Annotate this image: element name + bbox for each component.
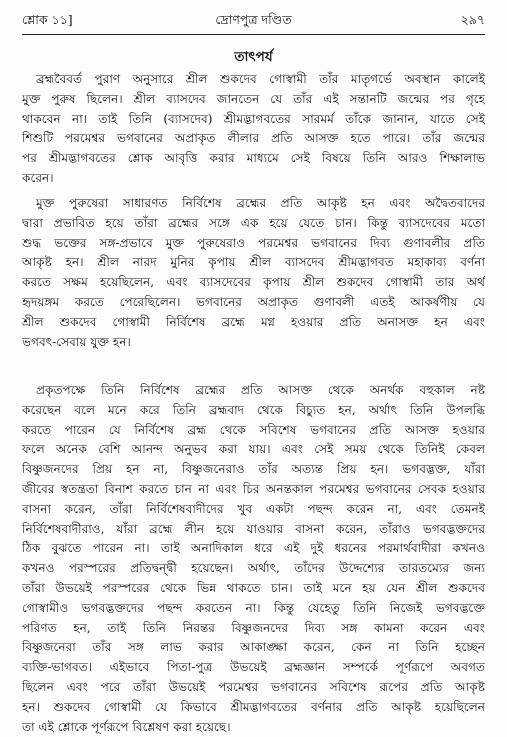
text-line: প্রকৃতপক্ষে তিনি নির্বিশেষ ব্রহ্মের প্রতি আসক্ত থেকে অনর্থক বহুকাল নষ্ট (36, 383, 485, 397)
text-line: ছিলেন এবং পরে তাঁরা উভয়েই পরমেশ্বর ভগবানের সবিশেষ রূপের প্রতি আকৃষ্ট (22, 679, 485, 694)
text-line: তাঁরা উভয়েই পরস্পরের থেকে ভিন্ন থাকতে চান। তাই মনে হয় যেন শ্রীল শুকদেব (22, 580, 485, 595)
text-line: মুক্ত পুরুষেরা সাধারণত নির্বিশেষ ব্রহ্মের প্রতি আকৃষ্ট হন এবং অদ্বৈতবাদের (36, 196, 485, 210)
text-line: পরিণত হন, তাই তিনি নিরন্তর বিষ্ণুজনদের দিব্য সঙ্গ কামনা করেন এবং (22, 620, 485, 635)
text-line: ফলে অনেক বেশি আনন্দ অনুভব করা যায়। এবং সেই সময় থেকে তিনিই কেবল (22, 442, 485, 457)
text-line: বিষ্ণুজনদের প্রিয় হন না, বিষ্ণুজনেরাও তাঁর অত্যন্ত প্রিয় হন। ভগবদ্ভক্ত, যাঁরা (22, 462, 485, 477)
text-line: শুদ্ধ ভক্তের সঙ্গ-প্রভাবে মুক্ত পুরুষেরাও পরমেশ্বর ভগবানের দিব্য গুণাবলীর প্রতি (22, 235, 485, 250)
text-line: দ্বারা প্রভাবিত হয়ে তাঁরা ব্রহ্মের সঙ্গে এক হয়ে যেতে চান। কিন্তু ব্যাসদেবের মতো (22, 215, 485, 230)
text-line: করতে পারেন যে নির্বিশেষ ব্রহ্ম থেকে সবিশেষ ভগবানের প্রতি আসক্ত হওয়ার (22, 422, 485, 437)
paragraph (22, 194, 485, 352)
text-line: ব্রহ্মবৈবর্ত পুরাণ অনুসারে শ্রীল শুকদেব গোস্বামী তাঁর মাতৃগর্ভে অবস্থান কালেই (36, 72, 485, 86)
purport-body (22, 70, 485, 734)
text-line: হৃদয়ঙ্গম করতে পেরেছিলেন। ভগবানের অপ্রাকৃত গুণাবলী এতই আকর্ষণীয় যে (22, 294, 485, 309)
text-line: মুক্ত পুরুষ ছিলেন। শ্রীল ব্যাসদেব জানতেন যে তাঁর এই সন্তানটি জন্মের পর গৃহে (22, 91, 485, 106)
text-line: করেছেন বলে মনে করে তিনি ব্রহ্মবাদ থেকে বিচ্যুত হন, অর্থাৎ তিনি উপলব্ধি (22, 402, 485, 417)
paragraph (22, 70, 485, 189)
text-line: শ্রীল শুকদেব গোস্বামী নির্বিশেষ ব্রহ্মে মগ্ন হওয়ার প্রতি অনাসক্ত হন এবং (22, 314, 485, 329)
text-line: ঠিক বুঝতে পারেন না। তাই অনাদিকাল ধরে এই দুই ধরনের পরমার্থবাদীরা কখনও (22, 541, 485, 556)
section-heading: তাৎপর্য (234, 49, 273, 65)
text-line: গোস্বামীও ভগবদ্ভক্তদের পছন্দ করতেন না। কিন্তু যেহেতু তিনি নিজেই ভগবদ্ভক্তে (22, 600, 485, 615)
text-line: করেন। (22, 170, 54, 185)
text-line: ব্যক্তি-ভাগবত। এইভাবে পিতা-পুত্র উভয়েই ব্রহ্মজ্ঞান সম্পর্কে পূর্ণরূপে অবগত (22, 660, 485, 675)
text-line: আকৃষ্ট হন। শ্রীল নারদ মুনির কৃপায় শ্রীল ব্যাসদেব শ্রীমদ্ভাগবত মহাকাব্য বর্ণনা (22, 255, 485, 270)
text-line: হন। শুকদেব গোস্বামী যে কিভাবে শ্রীমদ্ভাগবতের বর্ণনার প্রতি আকৃষ্ট হয়েছিলেন (22, 699, 485, 714)
page-header (22, 12, 485, 34)
text-line: ভগবৎ-সেবায় যুক্ত হন। (22, 334, 131, 349)
text-line: বাসনা করেন, তাঁরা নির্বিশেষবাদীদের খুব একটা পছন্দ করেন না, এবং তেমনই (22, 501, 485, 516)
chapter-title: দ্রোণপুত্র দণ্ডিত (215, 12, 292, 27)
text-line: করতে সক্ষম হয়েছিলেন, এবং ব্যাসদেবের কৃপায় শ্রীল শুকদেব গোস্বামী তার অর্থ (22, 275, 485, 290)
verse-reference: শ্লোক ১১] (22, 12, 73, 27)
text-line: শিশুটি পরমেশ্বর ভগবানের অপ্রাকৃত লীলার প্রতি আসক্ত হতে পারে। তাঁর জন্মের (22, 131, 485, 146)
paragraph (22, 381, 485, 737)
text-line: কখনও পরস্পরের প্রতিদ্বন্দ্বী হয়েছেন। অর্থাৎ, তাঁদের উদ্দেশ্যের তারতম্যের জন্য (22, 561, 485, 576)
text-line: জীবের স্বতন্ত্রতা বিনাশ করতে চান না এবং চির অনন্তকাল পরমেশ্বর ভগবানের সেবক হওয়ার (22, 481, 485, 496)
text-line: নির্বিশেষবাদীরাও, যাঁরা ব্রহ্মে লীন হয়ে যাওয়ার বাসনা করেন, তাঁরাও ভগবদ্ভক্তদের (22, 521, 485, 536)
text-line: থাকবেন না। তাই তিনি (ব্যাসদেব) শ্রীমদ্ভাগবতের সারমর্ম তাঁকে জানান, যাতে সেই (22, 111, 485, 126)
text-line: তা এই শ্লোকে পূর্ণরূপে বিশ্লেষণ করা হয়েছে। (22, 719, 231, 734)
text-line: পর শ্রীমদ্ভাগবতের শ্লোক আবৃত্তি করার মাধ্যমে সেই বিষয়ে তিনি আরও শিক্ষালাভ (22, 151, 485, 166)
text-line: বিষ্ণুজনেরা তাঁর সঙ্গ লাভ করার আকাঙ্ক্ষা করেন, কেন না তিনি হচ্ছেন (22, 640, 485, 655)
header-divider (22, 34, 485, 35)
page-number: ২৯৭ (460, 12, 485, 27)
